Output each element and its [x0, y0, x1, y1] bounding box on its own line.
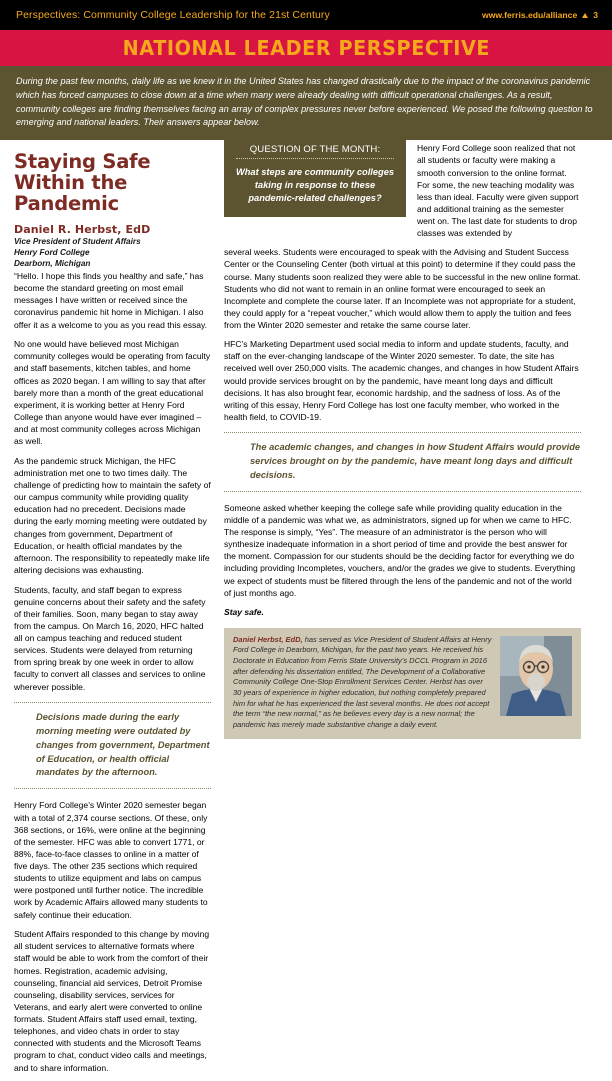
question-and-lead-row: [224, 140, 581, 246]
lead-paragraph-wrap: [417, 140, 581, 246]
author-portrait-illustration: [500, 636, 572, 716]
pull-quote-left: [14, 702, 211, 790]
publication-title: Perspectives: Community College Leadership for the 21st Century: [16, 9, 330, 21]
paragraph: several weeks. Students were encouraged to speak with the Advising and Student Success Center or the Counseling Center (both virtual at this point) to determine if they could pass the course. Many students soon realized they were able to be successful in the new online format. Students who did not want to remain in an online format were encouraged to seek an Incomplete and complete the course later. If an Incomplete was not appropriate for a student, they could apply for a “repeat voucher,” which would allow them to apply the tuition and fees from the Winter 2020 semester and retake the same course later.: [224, 247, 581, 330]
divider: [14, 788, 211, 789]
paragraph: HFC’s Marketing Department used social media to inform and update students, faculty, and staff on the ever-changing landscape of the Winter 2020 semester. To date, the site has received well over 250,000 visits. The academic changes, and changes in how Student Affairs would provide services brought on by the pandemic, have meant long days and difficult decisions. It has also brought fear, economic hardship, and the sadness of loss. As of the writing of this essay, Henry Ford College has lost one faculty member, who worked in the health field, to COVID-19.: [224, 339, 579, 422]
triangle-up-icon: [582, 13, 588, 18]
author-organization: Henry Ford College: [14, 248, 90, 258]
article-body: [0, 140, 612, 1081]
paragraph: “Hello. I hope this finds you healthy and safe,” has become the standard greeting on most email messages I have written or received since the coronavirus pandemic hit home in Michigan. I also offer it as a welcome to you as you read this essay.: [14, 271, 208, 330]
question-box-text: What steps are community colleges taking in response to these pandemic-related challenges?: [235, 167, 395, 203]
paragraph: Henry Ford College’s Winter 2020 semester began with a total of 2,374 course sections. Of these, only 368 sections, or 16%, were online at the beginning of the semester. HFC was able to convert 1771, or 88%, face-to-face classes to online in a matter of five days. The other 235 sections which required students to utilize equipment and labs on campus were postponed until further notice. The incredible work by Academic Affairs allowed many students to safely continue their education.: [14, 800, 208, 920]
banner-title: NATIONAL LEADER PERSPECTIVE: [122, 36, 490, 60]
page-number: 3: [593, 10, 598, 20]
sign-off: Stay safe.: [224, 606, 264, 617]
paragraph: No one would have believed most Michigan community colleges would be operating from faculty and staff basements, kitchen tables, and home offices as 2020 began. I am willing to say that after barely more than a month of the great educational experiment, it is working better at Henry Ford College than anyone would have ever imagined – and at most community colleges across Michigan as well.: [14, 339, 211, 447]
divider: [236, 158, 394, 159]
paragraph: As the pandemic struck Michigan, the HFC administration met one to two times daily. The challenge of predicting how to maintain the safety of our campus community while providing quality education had no precedent. Decisions made during the early morning meeting were outdated by changes from government, Department of Education, or health official mandates by the afternoon. The responsibility to repeatedly make life altering decisions was exhausting.: [14, 455, 211, 575]
author-bio-name: Daniel Herbst, EdD,: [233, 634, 303, 644]
right-column: [224, 140, 581, 1081]
avatar: [500, 636, 572, 716]
paragraph: Henry Ford College soon realized that not all students or faculty were making a smooth conversion to the online format. For some, the new teaching modality was less than ideal. Faculty were given support and additional training as the semester went on. The last date for students to drop classes was extended by: [417, 143, 579, 239]
author-location: Dearborn, Michigan: [14, 259, 91, 269]
page-title: Staying Safe Within the Pandemic: [14, 150, 151, 216]
intro-paragraph: During the past few months, daily life as we knew it in the United States has changed drastically due to the impact of the coronavirus pandemic which has forced campuses to close down at a time when many were already dealing with difficult operational challenges. As a result, community colleges are finding themselves facing an array of complex pressures never before experienced. We posed the following question to emerging and national leaders. Their answers appear below.: [0, 66, 612, 140]
page-header-bar: [0, 0, 612, 30]
author-name: Daniel R. Herbst, EdD: [14, 223, 151, 237]
paragraph: Students, faculty, and staff began to express genuine concerns about their safety and the safety of their families. Soon, many began to stay away from the campus. On March 16, 2020, HFC halted all on campus teaching and reduced student services. Students were delayed from returning from spring break by one week in order to allow faculty to convert all classes and services to online wherever possible.: [14, 584, 206, 692]
question-of-the-month-box: [224, 140, 406, 216]
pull-quote-text: The academic changes, and changes in how Student Affairs would provide services brought on by the pandemic, have meant long days and difficult decisions.: [250, 442, 581, 480]
author-bio-body: has served as Vice President of Student Affairs at Henry Ford College in Dearborn, Michigan, for the past two years. He received his Doctorate in Education from Ferris State University’s DCCL Program in 2016 after defending his dissertation entitled, The Development of a Collaborative Community College One-Stop Enrollment Services Center. Herbst has over 30 years of experience in higher education, but nothing completely prepared him for what he has experienced the last several months. He does not accept the term “the new normal,” as he believes every day is a new normal; the pandemic has merely made substantive change a daily event.: [233, 634, 492, 729]
author-bio-box: [224, 628, 581, 739]
question-box-label: QUESTION OF THE MONTH:: [249, 144, 381, 156]
section-banner: [0, 30, 612, 66]
header-url-group: [482, 10, 598, 20]
paragraph: Student Affairs responded to this change by moving all student services to alternative formats where staff would be able to work from the comfort of their homes. Registration, academic advising, counseling, financial aid services, Detroit Promise counseling, disability services, services for Veterans, and early alert were converted to online formats. Student Affairs staff used email, texting, telephones, and video chats in order to stay connected with students and the Microsoft Teams program to chat, conduct video calls and meetings, and to share information.: [14, 929, 210, 1073]
pull-quote-text: Decisions made during the early morning meeting were outdated by changes from government, Department of Education, or health official mandates by the afternoon.: [36, 711, 210, 778]
divider: [224, 491, 581, 492]
author-title: Vice President of Student Affairs: [14, 237, 141, 247]
website-url[interactable]: www.ferris.edu/alliance: [482, 10, 578, 20]
paragraph: Someone asked whether keeping the college safe while providing quality education in the middle of a pandemic was what we, as administrators, signed up for when we came to HFC. The response is simply, “Yes”. The measure of an administrator is the person who will synthesize inadequate information in a short period of time and provide the best answer for the moment. Compassion for our students should be the deciding factor for everything we do including providing Incompletes, vouchers, and/or the grades we give to students. Everything we expect of students must be filtered through the lens of the pandemic and not of the world of just months ago.: [224, 502, 576, 598]
pull-quote-right: [224, 432, 581, 492]
left-column: [14, 140, 211, 1081]
